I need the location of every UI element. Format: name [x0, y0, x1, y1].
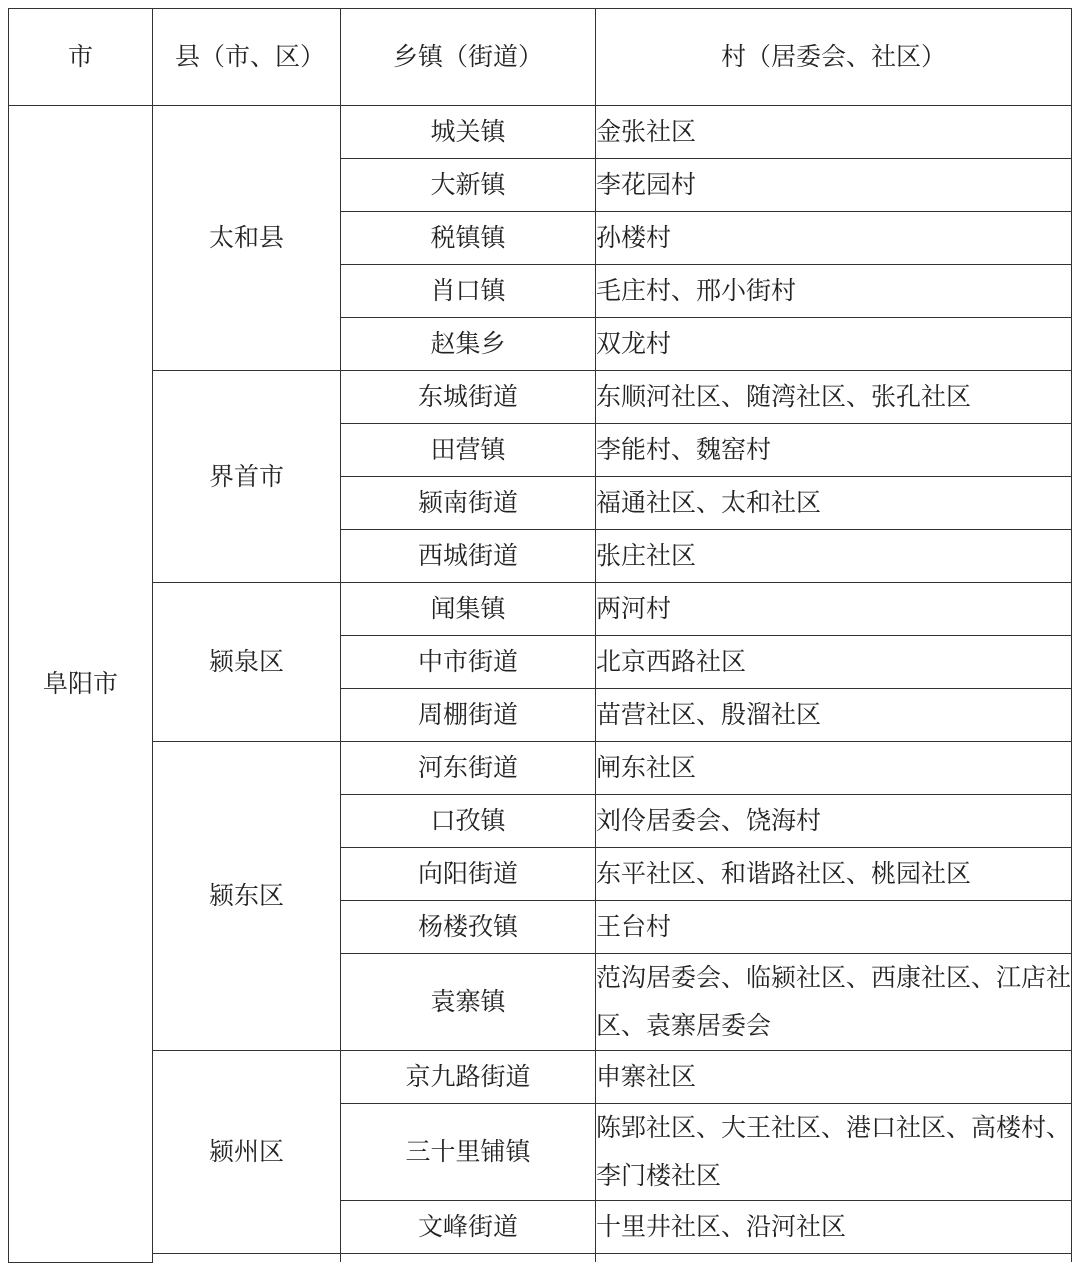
county-cell: 界首市 — [153, 371, 341, 583]
county-cell: 颍泉区 — [153, 583, 341, 742]
town-cell: 口孜镇 — [341, 795, 596, 848]
town-cell: 袁寨镇 — [341, 954, 596, 1051]
header-city: 市 — [9, 9, 153, 106]
town-cell: 城关镇 — [341, 106, 596, 159]
village-cell: 申寨社区 — [596, 1051, 1072, 1104]
village-cell: 东平社区、和谐路社区、桃园社区 — [596, 848, 1072, 901]
village-cell: 王台村 — [596, 901, 1072, 954]
town-cell: 东城街道 — [341, 371, 596, 424]
village-cell: 刘伶居委会、饶海村 — [596, 795, 1072, 848]
town-cell: 周棚街道 — [341, 689, 596, 742]
town-cell-partial — [341, 1254, 596, 1263]
town-cell: 大新镇 — [341, 159, 596, 212]
village-cell: 毛庄村、邢小街村 — [596, 265, 1072, 318]
county-cell: 颍东区 — [153, 742, 341, 1051]
village-cell: 两河村 — [596, 583, 1072, 636]
town-cell: 三十里铺镇 — [341, 1104, 596, 1201]
village-cell-partial — [596, 1254, 1072, 1263]
town-cell: 田营镇 — [341, 424, 596, 477]
header-village: 村（居委会、社区） — [596, 9, 1072, 106]
header-county — [153, 9, 341, 106]
village-cell: 李花园村 — [596, 159, 1072, 212]
header-row — [9, 9, 1072, 106]
village-cell: 北京西路社区 — [596, 636, 1072, 689]
table-row — [9, 371, 1072, 424]
header-county-label: 县（市、区） — [175, 42, 326, 71]
village-cell: 范沟居委会、临颍社区、西康社区、江店社区、袁寨居委会 — [596, 954, 1072, 1051]
town-cell: 颍南街道 — [341, 477, 596, 530]
town-cell: 肖口镇 — [341, 265, 596, 318]
village-cell: 金张社区 — [596, 106, 1072, 159]
town-cell: 向阳街道 — [341, 848, 596, 901]
village-cell: 闸东社区 — [596, 742, 1072, 795]
town-cell: 闻集镇 — [341, 583, 596, 636]
village-cell: 张庄社区 — [596, 530, 1072, 583]
city-cell: 阜阳市 — [9, 106, 153, 1263]
village-cell: 陈郢社区、大王社区、港口社区、高楼村、李门楼社区 — [596, 1104, 1072, 1201]
table-row — [9, 742, 1072, 795]
county-cell-partial — [153, 1254, 341, 1263]
town-cell: 税镇镇 — [341, 212, 596, 265]
table-row — [9, 583, 1072, 636]
town-cell: 杨楼孜镇 — [341, 901, 596, 954]
table-row-partial — [9, 1254, 1072, 1263]
header-town: 乡镇（街道） — [341, 9, 596, 106]
village-cell: 孙楼村 — [596, 212, 1072, 265]
village-cell: 李能村、魏窑村 — [596, 424, 1072, 477]
village-cell: 双龙村 — [596, 318, 1072, 371]
county-cell: 颍州区 — [153, 1051, 341, 1254]
county-cell: 太和县 — [153, 106, 341, 371]
table-row — [9, 1051, 1072, 1104]
town-cell: 河东街道 — [341, 742, 596, 795]
town-cell: 京九路街道 — [341, 1051, 596, 1104]
town-cell: 文峰街道 — [341, 1201, 596, 1254]
town-cell: 西城街道 — [341, 530, 596, 583]
table-row — [9, 106, 1072, 159]
town-cell: 中市街道 — [341, 636, 596, 689]
village-cell: 福通社区、太和社区 — [596, 477, 1072, 530]
village-cell: 东顺河社区、随湾社区、张孔社区 — [596, 371, 1072, 424]
village-cell: 十里井社区、沿河社区 — [596, 1201, 1072, 1254]
village-cell: 苗营社区、殷溜社区 — [596, 689, 1072, 742]
admin-division-table — [8, 8, 1072, 1263]
town-cell: 赵集乡 — [341, 318, 596, 371]
